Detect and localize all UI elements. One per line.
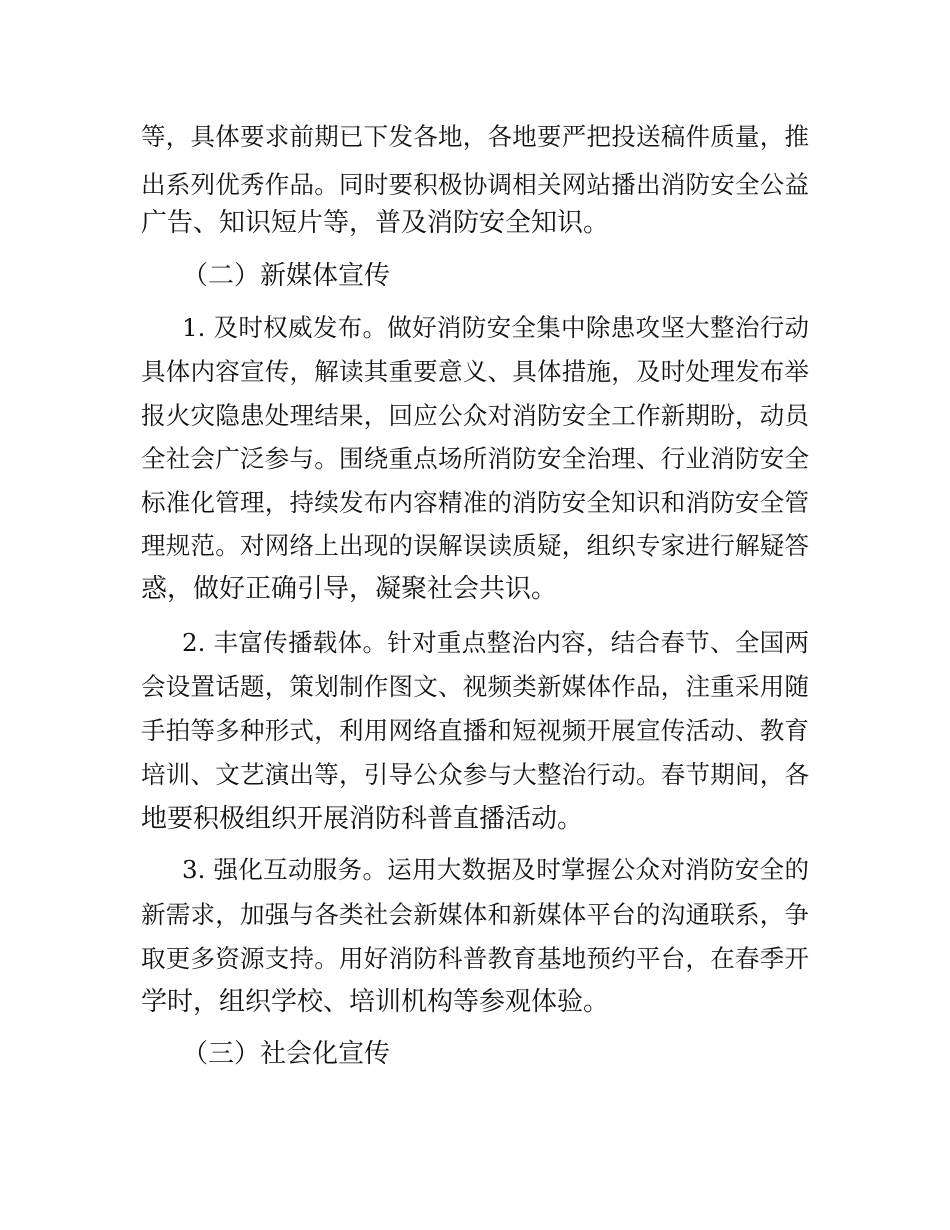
- text-line: 2. 丰富传播载体。针对重点整治内容，结合春节、全国两: [182, 628, 809, 657]
- text-line: 等，具体要求前期已下发各地，各地要严把投送稿件质量，推: [141, 122, 809, 151]
- text-line: 学时，组织学校、培训机构等参观体验。: [141, 987, 610, 1017]
- text-line: 培训、文艺演出等，引导公众参与大整治行动。春节期间，各: [141, 760, 809, 789]
- text-line: 标准化管理，持续发布内容精准的消防安全知识和消防安全管: [141, 488, 809, 517]
- text-line: 新需求，加强与各类社会新媒体和新媒体平台的沟通联系，争: [141, 900, 809, 929]
- text-line: 具体内容宣传，解读其重要意义、具体措施，及时处理发布举: [141, 357, 809, 386]
- section-heading-socialized: （三）社会化宣传: [182, 1039, 391, 1069]
- text-line: 1. 及时权威发布。做好消防安全集中除患攻坚大整治行动: [182, 313, 809, 342]
- text-line: 惑，做好正确引导，凝聚社会共识。: [141, 574, 558, 604]
- text-line: 手拍等多种形式，利用网络直播和短视频开展宣传活动、教育: [141, 716, 809, 745]
- text-line: 地要积极组织开展消防科普直播活动。: [141, 804, 584, 834]
- text-line: 3. 强化互动服务。运用大数据及时掌握公众对消防安全的: [182, 855, 809, 884]
- text-line: 广告、知识短片等，普及消防安全知识。: [141, 208, 610, 238]
- text-line: 会设置话题，策划制作图文、视频类新媒体作品，注重采用随: [141, 672, 809, 701]
- text-line: 全社会广泛参与。围绕重点场所消防安全治理、行业消防安全: [141, 444, 809, 473]
- text-line: 取更多资源支持。用好消防科普教育基地预约平台，在春季开: [141, 944, 809, 973]
- text-line: 报火灾隐患处理结果，回应公众对消防安全工作新期盼，动员: [141, 401, 809, 430]
- text-line: 出系列优秀作品。同时要积极协调相关网站播出消防安全公益: [141, 170, 809, 199]
- section-heading-new-media: （二）新媒体宣传: [182, 261, 391, 291]
- text-line: 理规范。对网络上出现的误解误读质疑，组织专家进行解疑答: [141, 531, 809, 560]
